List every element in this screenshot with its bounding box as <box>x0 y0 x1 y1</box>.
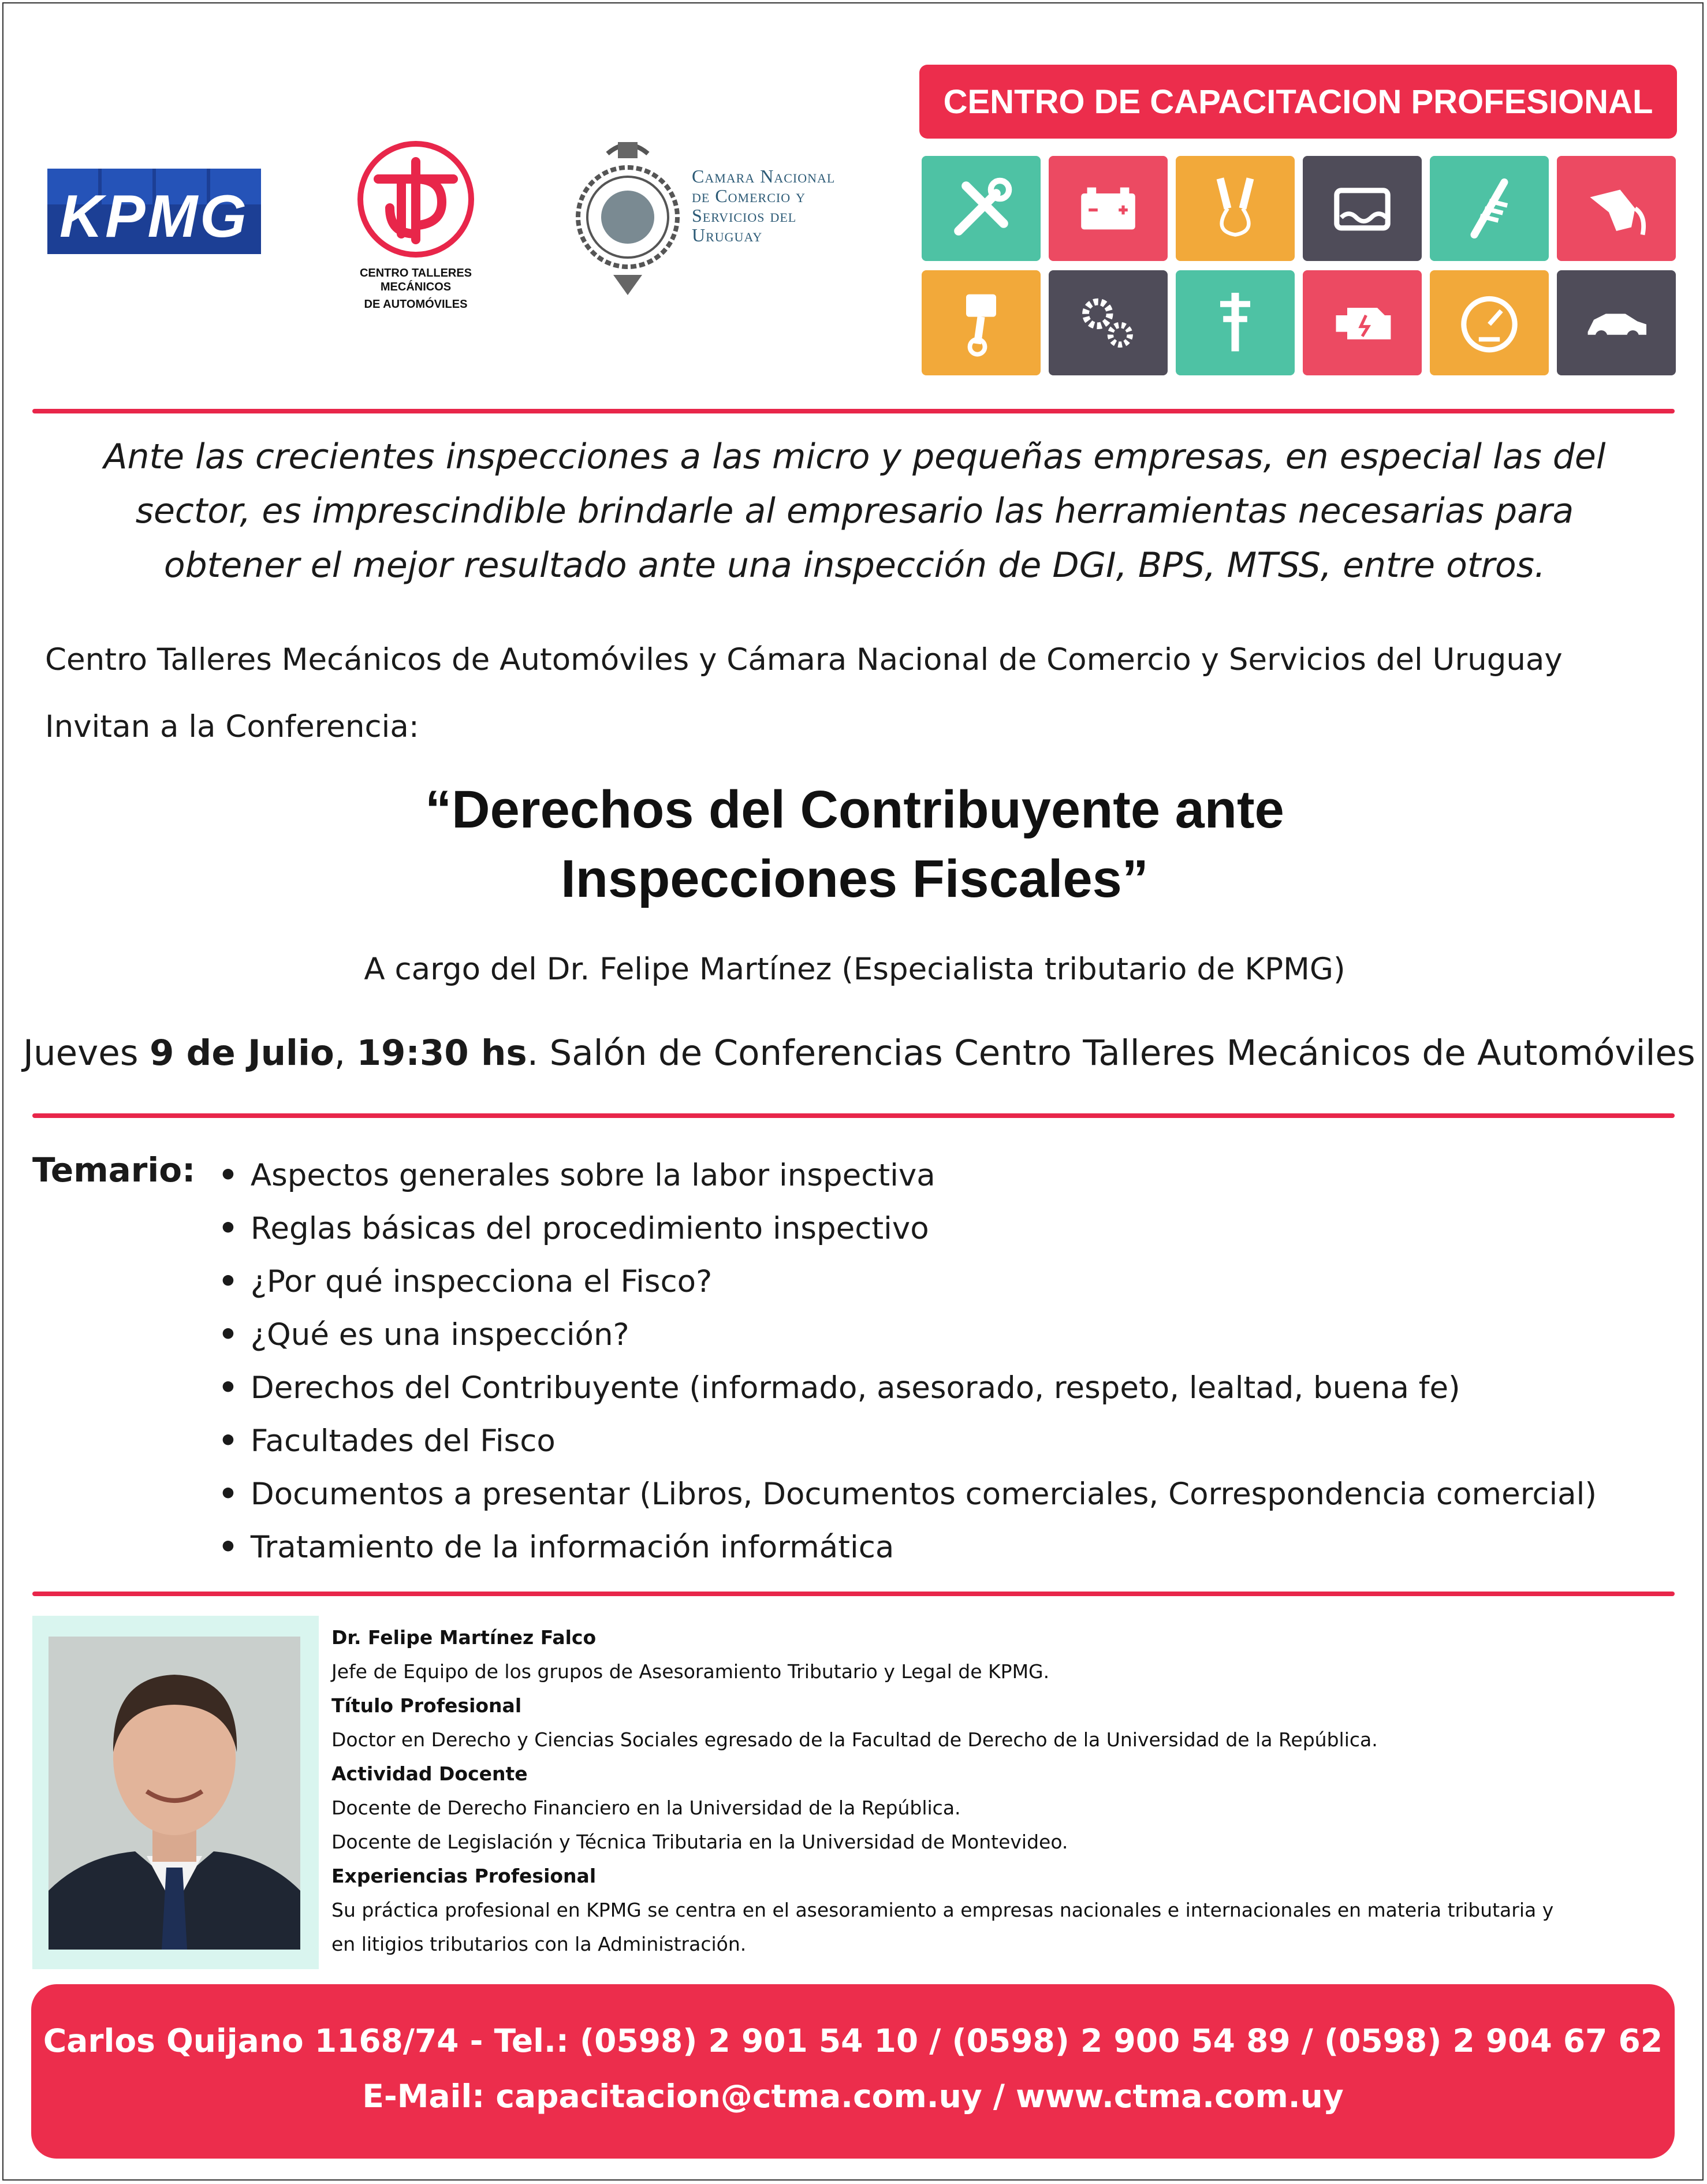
invite-line: Invitan a la Conferencia: <box>45 709 419 744</box>
ctma-monogram-icon <box>355 139 476 260</box>
fuel-nozzle-icon <box>1557 156 1676 261</box>
caliper-icon <box>1176 270 1295 375</box>
engine-coolant-icon <box>1303 156 1422 261</box>
intro-line-2: sector, es imprescindible brindarle al empresario las herramientas necesarias para <box>135 491 1574 531</box>
list-item: • Reglas básicas del procedimiento inspectivo <box>218 1202 1597 1255</box>
event-place: . Salón de Conferencias Centro Talleres Mecánicos de Automóviles <box>527 1033 1695 1074</box>
camara-name-1: Camara Nacional <box>692 166 836 187</box>
bio-experience-line-1: Su práctica profesional en KPMG se centra en el asesoramiento a empresas nacionales e internacionales en materia tributaria y <box>331 1899 1554 1921</box>
camara-name-4: Uruguay <box>692 225 763 245</box>
divider-middle <box>32 1113 1675 1118</box>
title-line-2: Inspecciones Fiscales” <box>561 849 1149 908</box>
speaker-photo <box>32 1616 319 1969</box>
intro-paragraph <box>46 430 1663 592</box>
divider-top <box>32 409 1675 413</box>
engine-warning-icon <box>1303 270 1422 375</box>
bio-experience-heading: Experiencias Profesional <box>331 1865 597 1887</box>
divider-bottom <box>32 1592 1675 1596</box>
bio-docente-heading: Actividad Docente <box>331 1762 528 1785</box>
intro-line-3: obtener el mejor resultado ante una inspección de DGI, BPS, MTSS, entre otros. <box>163 545 1546 586</box>
speedometer-icon <box>1430 270 1549 375</box>
footer-email-web: E-Mail: capacitacion@ctma.com.uy / www.ctma.com.uy <box>362 2078 1344 2115</box>
temario-list <box>218 1149 1597 1574</box>
list-item: • ¿Por qué inspecciona el Fisco? <box>218 1255 1597 1309</box>
list-item: • ¿Qué es una inspección? <box>218 1309 1597 1362</box>
bio-name: Dr. Felipe Martínez Falco <box>331 1626 597 1649</box>
kpmg-logo-text: KPMG <box>59 183 249 250</box>
bio-titulo-heading: Título Profesional <box>331 1694 522 1717</box>
event-time: 19:30 hs <box>356 1033 527 1074</box>
gears-icon <box>1049 270 1168 375</box>
event-sep: , <box>334 1033 357 1074</box>
title-line-1: “Derechos del Contribuyente ante <box>425 780 1284 839</box>
shock-absorber-icon <box>1430 156 1549 261</box>
jumper-cables-icon <box>1176 156 1295 261</box>
camara-logo <box>573 131 896 298</box>
ctma-logo <box>323 139 508 311</box>
list-item: • Derechos del Contribuyente (informado, asesorado, respeto, lealtad, buena fe) <box>218 1362 1597 1415</box>
centro-banner: CENTRO DE CAPACITACION PROFESIONAL <box>919 65 1677 139</box>
battery-icon <box>1049 156 1168 261</box>
list-item: • Aspectos generales sobre la labor inspectiva <box>218 1149 1597 1202</box>
icon-tiles <box>922 156 1677 375</box>
car-icon <box>1557 270 1676 375</box>
event-details <box>23 1033 1695 1074</box>
camara-seal-icon <box>573 131 683 298</box>
camara-name-2: de Comercio y <box>692 185 806 206</box>
speaker-line: A cargo del Dr. Felipe Martínez (Especialista tributario de KPMG) <box>364 952 1346 987</box>
conference-title <box>46 775 1663 914</box>
footer-address-phones: Carlos Quijano 1168/74 - Tel.: (0598) 2 901 54 10 / (0598) 2 900 54 89 / (0598) 2 904 67 62 <box>43 2022 1663 2059</box>
speaker-bio <box>331 1620 1660 1961</box>
list-item: • Documentos a presentar (Libros, Documentos comerciales, Correspondencia comercial) <box>218 1468 1597 1521</box>
bio-docente-line-1: Docente de Derecho Financiero en la Universidad de la República. <box>331 1797 961 1819</box>
event-day: Jueves <box>23 1033 150 1074</box>
list-item: • Tratamiento de la información informática <box>218 1521 1597 1574</box>
temario-label: Temario: <box>32 1150 196 1190</box>
bio-titulo-text: Doctor en Derecho y Ciencias Sociales egresado de la Facultad de Derecho de la Universidad de la República. <box>331 1728 1378 1751</box>
ctma-caption-1: CENTRO TALLERES MECÁNICOS <box>359 267 472 293</box>
list-item: • Facultades del Fisco <box>218 1415 1597 1468</box>
ctma-caption-2: DE AUTOMÓVILES <box>364 298 468 311</box>
organizers-line: Centro Talleres Mecánicos de Automóviles y Cámara Nacional de Comercio y Servicios del Uruguay <box>45 642 1563 677</box>
intro-line-1: Ante las crecientes inspecciones a las micro y pequeñas empresas, en especial las del <box>103 437 1606 477</box>
speaker-portrait-icon <box>49 1637 300 1950</box>
piston-icon <box>922 270 1041 375</box>
bio-experience-line-2: en litigios tributarios con la Administración. <box>331 1933 747 1955</box>
bio-docente-line-2: Docente de Legislación y Técnica Tributaria en la Universidad de Montevideo. <box>331 1831 1068 1853</box>
kpmg-logo <box>47 169 261 254</box>
contact-footer <box>31 1984 1675 2159</box>
event-date: 9 de Julio <box>149 1033 334 1074</box>
camara-name-3: Servicios del <box>692 205 797 226</box>
bio-role: Jefe de Equipo de los grupos de Asesoramiento Tributario y Legal de KPMG. <box>331 1660 1050 1683</box>
wrench-screwdriver-icon <box>922 156 1041 261</box>
